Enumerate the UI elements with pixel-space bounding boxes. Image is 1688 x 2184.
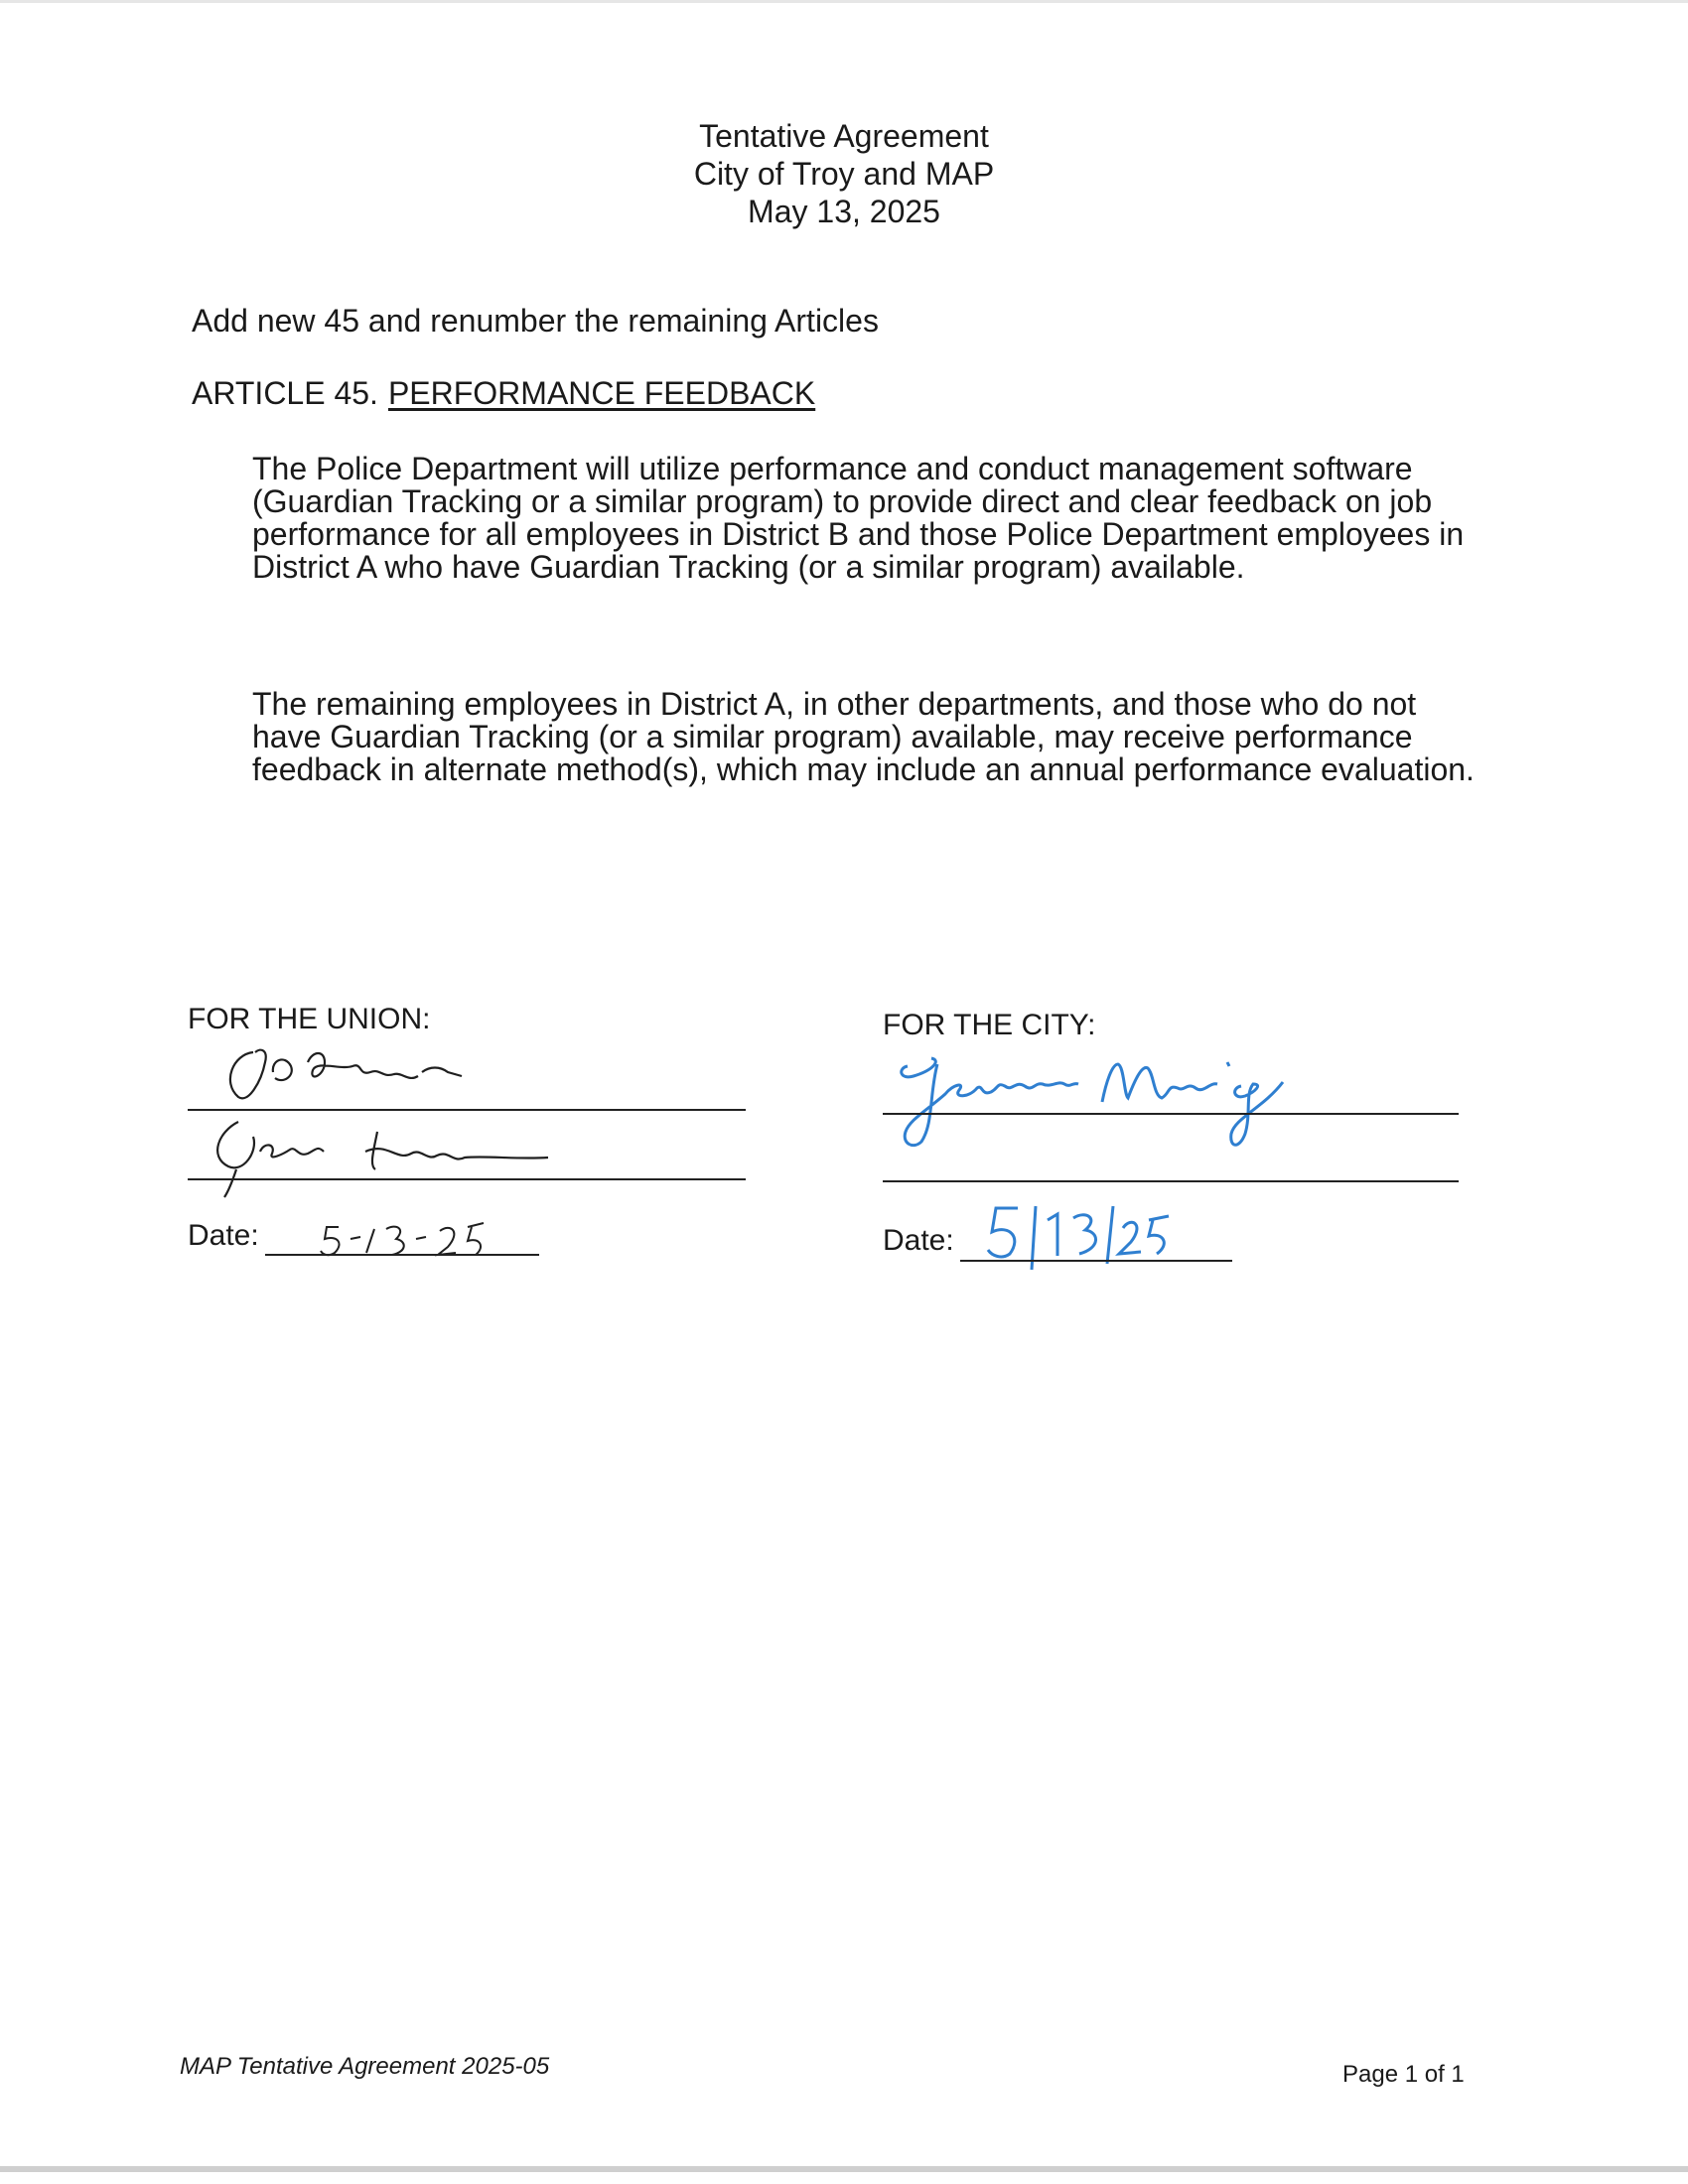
header-title: Tentative Agreement <box>699 118 989 154</box>
union-signature-1 <box>213 1042 501 1112</box>
city-signature-line-1 <box>883 1113 1459 1115</box>
article-paragraph-1: The Police Department will utilize performance and conduct management software (Guardian Tracking or a similar program) to provide direct and clear feedback on job performance for all employees in District B and those Police Department employees in District A who have Guardian Tracking (or a similar program) available. <box>252 451 1465 585</box>
city-label: FOR THE CITY: <box>883 1009 1096 1041</box>
header-date: May 13, 2025 <box>748 194 940 229</box>
city-signature-line-2 <box>883 1180 1459 1182</box>
city-handwritten-date <box>974 1198 1173 1278</box>
document-header <box>536 117 1152 230</box>
city-date-label: Date: <box>883 1224 954 1257</box>
scan-top-edge <box>0 0 1688 3</box>
header-parties: City of Troy and MAP <box>693 156 995 192</box>
city-date-line <box>960 1260 1232 1262</box>
article-title: PERFORMANCE FEEDBACK <box>387 375 816 411</box>
article-paragraph-2: The remaining employees in District A, in other departments, and those who do not have Guardian Tracking (or a similar program) available, may receive performance feedback in alternate method(s), which may include an annual performance evaluation. <box>252 686 1475 787</box>
footer-document-id: MAP Tentative Agreement 2025-05 <box>180 2053 550 2080</box>
footer-page-number: Page 1 of 1 <box>1342 2061 1465 2088</box>
union-date-line <box>265 1254 539 1256</box>
city-signature <box>894 1054 1390 1163</box>
union-date-label: Date: <box>188 1219 259 1252</box>
instruction-text: Add new 45 and renumber the remaining Articles <box>192 303 879 339</box>
article-heading <box>192 375 815 412</box>
scan-bottom-edge <box>0 2166 1688 2172</box>
union-signature-line-2 <box>188 1178 746 1180</box>
union-signature-2 <box>199 1112 566 1201</box>
union-signature-line-1 <box>188 1109 746 1111</box>
article-number: ARTICLE 45. <box>192 375 378 411</box>
union-label: FOR THE UNION: <box>188 1003 431 1035</box>
